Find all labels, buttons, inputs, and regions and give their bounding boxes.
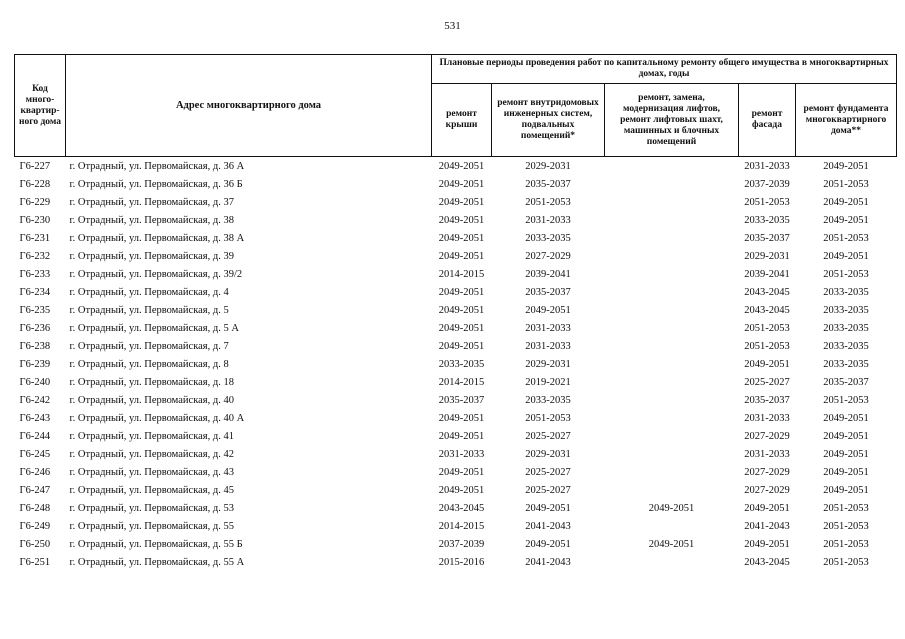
roof-repair-period: 2049-2051: [438, 412, 485, 424]
house-code: Г6-248: [19, 502, 51, 514]
engineering-repair-period: 2029-2031: [525, 448, 571, 460]
elevator-repair-period: [605, 391, 739, 409]
table-row: [15, 157, 897, 176]
elevator-repair-period: [605, 211, 739, 229]
facade-repair-period: 2049-2051: [744, 502, 790, 514]
roof-repair-period: 2049-2051: [438, 250, 485, 262]
house-address: г. Отрадный, ул. Первомайская, д. 55 Б: [69, 538, 243, 550]
elevator-repair-period: [605, 337, 739, 355]
roof-repair-period: 2014-2015: [438, 520, 485, 532]
engineering-repair-period: 2049-2051: [525, 304, 571, 316]
facade-repair-period: 2029-2031: [744, 250, 790, 262]
house-address: г. Отрадный, ул. Первомайская, д. 36 Б: [69, 178, 243, 190]
roof-repair-period: 2031-2033: [438, 448, 485, 460]
elevator-repair-period: [605, 481, 739, 499]
house-code: Г6-233: [19, 268, 51, 280]
facade-repair-period: 2049-2051: [744, 538, 790, 550]
table-row: [15, 355, 897, 373]
roof-repair-period: 2049-2051: [438, 196, 485, 208]
table-row: [15, 517, 897, 535]
facade-repair-period: 2051-2053: [744, 196, 790, 208]
house-address: г. Отрадный, ул. Первомайская, д. 55 А: [69, 556, 245, 568]
engineering-repair-period: 2031-2033: [525, 322, 571, 334]
engineering-repair-period: 2049-2051: [525, 538, 571, 550]
facade-repair-period: 2033-2035: [744, 214, 790, 226]
facade-repair-period: 2043-2045: [744, 286, 790, 298]
foundation-repair-period: 2051-2053: [823, 556, 869, 568]
elevator-repair-period: [605, 427, 739, 445]
foundation-repair-period: 2033-2035: [823, 340, 869, 352]
column-header-foundation: ремонт фундамента многоквартирного дома**: [796, 84, 897, 157]
house-address: г. Отрадный, ул. Первомайская, д. 5: [69, 304, 229, 316]
column-header-periods: Плановые периоды проведения работ по капитальному ремонту общего имущества в многоквартирных домах, годы: [432, 55, 897, 84]
facade-repair-period: 2031-2033: [739, 157, 796, 176]
table-row: [15, 319, 897, 337]
foundation-repair-period: 2051-2053: [823, 538, 869, 550]
house-address: г. Отрадный, ул. Первомайская, д. 38: [69, 214, 234, 226]
house-address: г. Отрадный, ул. Первомайская, д. 4: [69, 286, 229, 298]
foundation-repair-period: 2049-2051: [823, 214, 869, 226]
foundation-repair-period: 2049-2051: [823, 196, 869, 208]
table-row: [15, 535, 897, 553]
table-row: [15, 445, 897, 463]
table-row: [15, 373, 897, 391]
facade-repair-period: 2031-2033: [744, 448, 790, 460]
engineering-repair-period: 2041-2043: [525, 556, 571, 568]
foundation-repair-period: 2051-2053: [823, 520, 869, 532]
foundation-repair-period: 2049-2051: [823, 448, 869, 460]
roof-repair-period: 2014-2015: [438, 268, 485, 280]
foundation-repair-period: 2049-2051: [823, 250, 869, 262]
house-code: Г6-251: [19, 556, 51, 568]
roof-repair-period: 2037-2039: [438, 538, 485, 550]
elevator-repair-period: 2049-2051: [648, 502, 695, 514]
facade-repair-period: 2035-2037: [744, 232, 790, 244]
engineering-repair-period: 2033-2035: [525, 232, 571, 244]
elevator-repair-period: [605, 229, 739, 247]
engineering-repair-period: 2025-2027: [525, 484, 571, 496]
facade-repair-period: 2037-2039: [744, 178, 790, 190]
elevator-repair-period: 2049-2051: [648, 538, 695, 550]
facade-repair-period: 2025-2027: [744, 376, 790, 388]
house-address: г. Отрадный, ул. Первомайская, д. 40 А: [69, 412, 245, 424]
house-code: Г6-245: [19, 448, 51, 460]
capital-repair-schedule-table: [14, 54, 897, 571]
column-header-engineering: ремонт внутридомовых инженерных систем, подвальных помещений*: [492, 84, 605, 157]
column-header-elevator: ремонт, замена, модернизация лифтов, ремонт лифтовых шахт, машинных и блочных помещений: [605, 84, 739, 157]
house-code: Г6-249: [19, 520, 51, 532]
roof-repair-period: 2049-2051: [438, 232, 485, 244]
engineering-repair-period: 2029-2031: [525, 358, 571, 370]
elevator-repair-period: [605, 301, 739, 319]
page-number: 531: [444, 20, 461, 32]
elevator-repair-period: [605, 265, 739, 283]
table-header: [15, 55, 897, 157]
house-address: г. Отрадный, ул. Первомайская, д. 37: [69, 196, 234, 208]
house-address: г. Отрадный, ул. Первомайская, д. 39: [69, 250, 234, 262]
foundation-repair-period: 2033-2035: [823, 286, 869, 298]
house-code: Г6-234: [19, 286, 51, 298]
roof-repair-period: 2049-2051: [432, 157, 492, 176]
facade-repair-period: 2027-2029: [744, 430, 790, 442]
table-row: [15, 247, 897, 265]
table-row: [15, 283, 897, 301]
facade-repair-period: 2039-2041: [744, 268, 790, 280]
foundation-repair-period: 2051-2053: [823, 232, 869, 244]
foundation-repair-period: 2033-2035: [823, 322, 869, 334]
roof-repair-period: 2043-2045: [438, 502, 485, 514]
house-address: г. Отрадный, ул. Первомайская, д. 42: [69, 448, 234, 460]
facade-repair-period: 2035-2037: [744, 394, 790, 406]
house-code: Г6-229: [19, 196, 51, 208]
roof-repair-period: 2049-2051: [438, 214, 485, 226]
table-row: [15, 175, 897, 193]
table-row: [15, 391, 897, 409]
table-row: [15, 193, 897, 211]
engineering-repair-period: 2019-2021: [525, 376, 571, 388]
engineering-repair-period: 2051-2053: [525, 196, 571, 208]
house-code: Г6-235: [19, 304, 51, 316]
roof-repair-period: 2049-2051: [438, 484, 485, 496]
facade-repair-period: 2049-2051: [744, 358, 790, 370]
elevator-repair-period: [605, 193, 739, 211]
table-row: [15, 481, 897, 499]
roof-repair-period: 2014-2015: [438, 376, 485, 388]
table-row: [15, 337, 897, 355]
house-code: Г6-231: [19, 232, 51, 244]
house-code: Г6-228: [19, 178, 51, 190]
house-code: Г6-246: [19, 466, 51, 478]
house-code: Г6-238: [19, 340, 51, 352]
house-code: Г6-230: [19, 214, 51, 226]
elevator-repair-period: [605, 463, 739, 481]
house-code: Г6-247: [19, 484, 51, 496]
table-row: [15, 301, 897, 319]
engineering-repair-period: 2041-2043: [525, 520, 571, 532]
column-header-roof: ремонт крыши: [432, 84, 492, 157]
foundation-repair-period: 2035-2037: [823, 376, 869, 388]
foundation-repair-period: 2051-2053: [823, 268, 869, 280]
table-body: [15, 157, 897, 572]
elevator-repair-period: [605, 157, 739, 176]
foundation-repair-period: 2051-2053: [823, 178, 869, 190]
elevator-repair-period: [605, 283, 739, 301]
house-code: Г6-243: [19, 412, 51, 424]
roof-repair-period: 2049-2051: [438, 286, 485, 298]
house-address: г. Отрадный, ул. Первомайская, д. 8: [69, 358, 229, 370]
engineering-repair-period: 2025-2027: [525, 430, 571, 442]
foundation-repair-period: 2051-2053: [823, 394, 869, 406]
house-address: г. Отрадный, ул. Первомайская, д. 7: [69, 340, 229, 352]
engineering-repair-period: 2031-2033: [525, 214, 571, 226]
roof-repair-period: 2035-2037: [438, 394, 485, 406]
house-address: г. Отрадный, ул. Первомайская, д. 45: [69, 484, 234, 496]
roof-repair-period: 2015-2016: [438, 556, 485, 568]
elevator-repair-period: [605, 319, 739, 337]
engineering-repair-period: 2033-2035: [525, 394, 571, 406]
house-address: г. Отрадный, ул. Первомайская, д. 36 А: [66, 157, 432, 176]
house-address: г. Отрадный, ул. Первомайская, д. 5 А: [69, 322, 239, 334]
table-row: [15, 409, 897, 427]
foundation-repair-period: 2049-2051: [823, 484, 869, 496]
house-address: г. Отрадный, ул. Первомайская, д. 38 А: [69, 232, 245, 244]
elevator-repair-period: [605, 517, 739, 535]
house-code: Г6-240: [19, 376, 51, 388]
table-row: [15, 499, 897, 517]
roof-repair-period: 2049-2051: [438, 178, 485, 190]
engineering-repair-period: 2039-2041: [525, 268, 571, 280]
facade-repair-period: 2027-2029: [744, 484, 790, 496]
roof-repair-period: 2049-2051: [438, 340, 485, 352]
facade-repair-period: 2031-2033: [744, 412, 790, 424]
engineering-repair-period: 2025-2027: [525, 466, 571, 478]
column-header-facade: ремонт фасада: [739, 84, 796, 157]
roof-repair-period: 2049-2051: [438, 304, 485, 316]
elevator-repair-period: [605, 409, 739, 427]
facade-repair-period: 2041-2043: [744, 520, 790, 532]
elevator-repair-period: [605, 373, 739, 391]
foundation-repair-period: 2049-2051: [823, 430, 869, 442]
roof-repair-period: 2049-2051: [438, 322, 485, 334]
facade-repair-period: 2051-2053: [744, 340, 790, 352]
roof-repair-period: 2033-2035: [438, 358, 485, 370]
house-address: г. Отрадный, ул. Первомайская, д. 43: [69, 466, 234, 478]
foundation-repair-period: 2049-2051: [796, 157, 897, 176]
elevator-repair-period: [605, 445, 739, 463]
table-row: [15, 427, 897, 445]
house-address: г. Отрадный, ул. Первомайская, д. 39/2: [69, 268, 243, 280]
foundation-repair-period: 2033-2035: [823, 304, 869, 316]
table-row: [15, 463, 897, 481]
elevator-repair-period: [605, 553, 739, 571]
house-address: г. Отрадный, ул. Первомайская, д. 40: [69, 394, 234, 406]
roof-repair-period: 2049-2051: [438, 430, 485, 442]
column-header-code: Код много-квартир-ного дома: [15, 55, 66, 157]
table-row: [15, 211, 897, 229]
table-row: [15, 553, 897, 571]
facade-repair-period: 2051-2053: [744, 322, 790, 334]
elevator-repair-period: [605, 175, 739, 193]
house-code: Г6-244: [19, 430, 51, 442]
engineering-repair-period: 2027-2029: [525, 250, 571, 262]
elevator-repair-period: [605, 355, 739, 373]
table-row: [15, 265, 897, 283]
house-code: Г6-232: [19, 250, 51, 262]
engineering-repair-period: 2051-2053: [525, 412, 571, 424]
elevator-repair-period: [605, 247, 739, 265]
foundation-repair-period: 2033-2035: [823, 358, 869, 370]
facade-repair-period: 2027-2029: [744, 466, 790, 478]
house-address: г. Отрадный, ул. Первомайская, д. 53: [69, 502, 234, 514]
house-code: Г6-236: [19, 322, 51, 334]
house-code: Г6-242: [19, 394, 51, 406]
foundation-repair-period: 2051-2053: [823, 502, 869, 514]
foundation-repair-period: 2049-2051: [823, 412, 869, 424]
engineering-repair-period: 2031-2033: [525, 340, 571, 352]
engineering-repair-period: 2029-2031: [492, 157, 605, 176]
foundation-repair-period: 2049-2051: [823, 466, 869, 478]
engineering-repair-period: 2035-2037: [525, 286, 571, 298]
engineering-repair-period: 2035-2037: [525, 178, 571, 190]
house-address: г. Отрадный, ул. Первомайская, д. 55: [69, 520, 234, 532]
house-code: Г6-250: [19, 538, 51, 550]
house-address: г. Отрадный, ул. Первомайская, д. 18: [69, 376, 234, 388]
house-code: Г6-239: [19, 358, 51, 370]
house-address: г. Отрадный, ул. Первомайская, д. 41: [69, 430, 234, 442]
table-row: [15, 229, 897, 247]
facade-repair-period: 2043-2045: [744, 304, 790, 316]
facade-repair-period: 2043-2045: [744, 556, 790, 568]
column-header-address: Адрес многоквартирного дома: [66, 55, 432, 157]
engineering-repair-period: 2049-2051: [525, 502, 571, 514]
house-code: Г6-227: [15, 157, 66, 176]
roof-repair-period: 2049-2051: [438, 466, 485, 478]
